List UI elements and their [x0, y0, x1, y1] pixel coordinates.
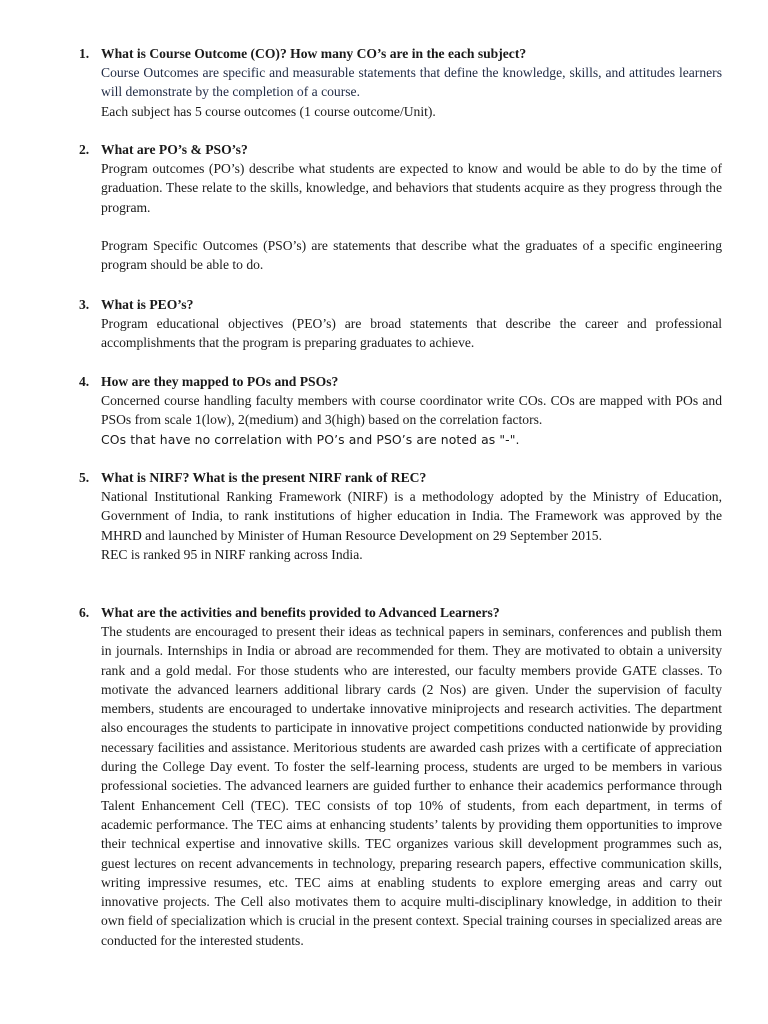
question-text: What is PEO’s? — [101, 297, 194, 312]
question-text: What is NIRF? What is the present NIRF rank of REC? — [101, 470, 427, 485]
answer-block — [101, 391, 722, 449]
question-number: 4. — [79, 374, 90, 389]
answer-block — [101, 314, 722, 353]
answer-paragraph: COs that have no correlation with PO’s and PSO’s are noted as "-". — [101, 431, 520, 447]
answer-paragraph: REC is ranked 95 in NIRF ranking across India. — [101, 546, 363, 562]
answer-block — [101, 487, 722, 564]
answer-block — [101, 159, 722, 275]
faq-item-1 — [0, 44, 768, 121]
question-text: How are they mapped to POs and PSOs? — [101, 374, 339, 389]
answer-paragraph: Program Specific Outcomes (PSO’s) are statements that describe what the graduates of a specific engineering program should be able to do. — [101, 238, 722, 273]
question-text: What is Course Outcome (CO)? How many CO’s are in the each subject? — [101, 46, 527, 61]
question-heading — [0, 44, 721, 63]
question-number: 2. — [79, 142, 90, 157]
answer-paragraph: Each subject has 5 course outcomes (1 course outcome/Unit). — [101, 103, 436, 119]
question-number: 6. — [79, 605, 90, 620]
answer-block — [101, 63, 722, 121]
question-heading — [0, 372, 721, 391]
answer-paragraph: National Institutional Ranking Framework (NIRF) is a methodology adopted by the Ministry of Education, Government of India, to rank institutions of higher education in India. The Framework was approved by the MHRD and launched by Minister of Human Resource Development on 29 September 2015. — [101, 489, 722, 543]
question-heading — [0, 603, 721, 622]
answer-paragraph: The students are encouraged to present their ideas as technical papers in seminars, conferences and publish them in journals. Internships in India or abroad are recommended for them. They are motivated to obtain a university rank and a gold medal. For those students who are interested, our faculty members provide GATE classes. To motivate the advanced learners additional library cards (2 Nos) are given. Under the supervision of faculty members, students are encouraged to undertake innovative miniprojects and research activities. The department also encourages the students to participate in innovative project competitions conducted nationwide by providing necessary facilities and assistance. Meritorious students are awarded cash prizes with a certificate of appreciation during the College Day event. To foster the self-learning process, students are urged to be members in various professional societies. The advanced learners are guided further to enhance their academics performance through Talent Enhancement Cell (TEC). TEC consists of top 10% of students, from each department, in terms of academic performance. The TEC aims at enhancing students’ talents by providing them opportunities to improve their technical expertise and innovative skills. TEC organizes various skill development programmes such as, guest lectures on recent advancements in technology, preparing research papers, effective communication skills, writing impressive resumes, etc. TEC aims at enabling students to explore emerging areas and carry out innovative projects. The Cell also motivates them to acquire multi-disciplinary knowledge, in addition to their own field of specialization which is crucial in the present context. Special training courses in specialized areas are conducted for the interested students. — [101, 624, 722, 948]
faq-item-2 — [0, 140, 768, 275]
faq-item-6 — [0, 603, 768, 950]
answer-paragraph: Concerned course handling faculty members with course coordinator write COs. COs are mapped with POs and PSOs from scale 1(low), 2(medium) and 3(high) based on the correlation factors. — [101, 393, 722, 428]
question-number: 1. — [79, 46, 90, 61]
question-heading — [0, 468, 721, 487]
question-number: 5. — [79, 470, 90, 485]
answer-block — [101, 622, 722, 950]
faq-item-3 — [0, 295, 768, 353]
answer-paragraph: Course Outcomes are specific and measurable statements that define the knowledge, skills, and attitudes learners will demonstrate by the completion of a course. — [101, 65, 722, 100]
question-text: What are PO’s & PSO’s? — [101, 142, 248, 157]
question-heading — [0, 295, 721, 314]
faq-item-5 — [0, 468, 768, 564]
faq-item-4 — [0, 372, 768, 449]
question-number: 3. — [79, 297, 90, 312]
question-text: What are the activities and benefits provided to Advanced Learners? — [101, 605, 500, 620]
question-heading — [0, 140, 721, 159]
answer-paragraph: Program educational objectives (PEO’s) are broad statements that describe the career and professional accomplishments that the program is preparing graduates to achieve. — [101, 316, 722, 351]
answer-paragraph: Program outcomes (PO’s) describe what students are expected to know and would be able to do by the time of graduation. These relate to the skills, knowledge, and behaviors that students acquire as they progress through the program. — [101, 161, 722, 215]
